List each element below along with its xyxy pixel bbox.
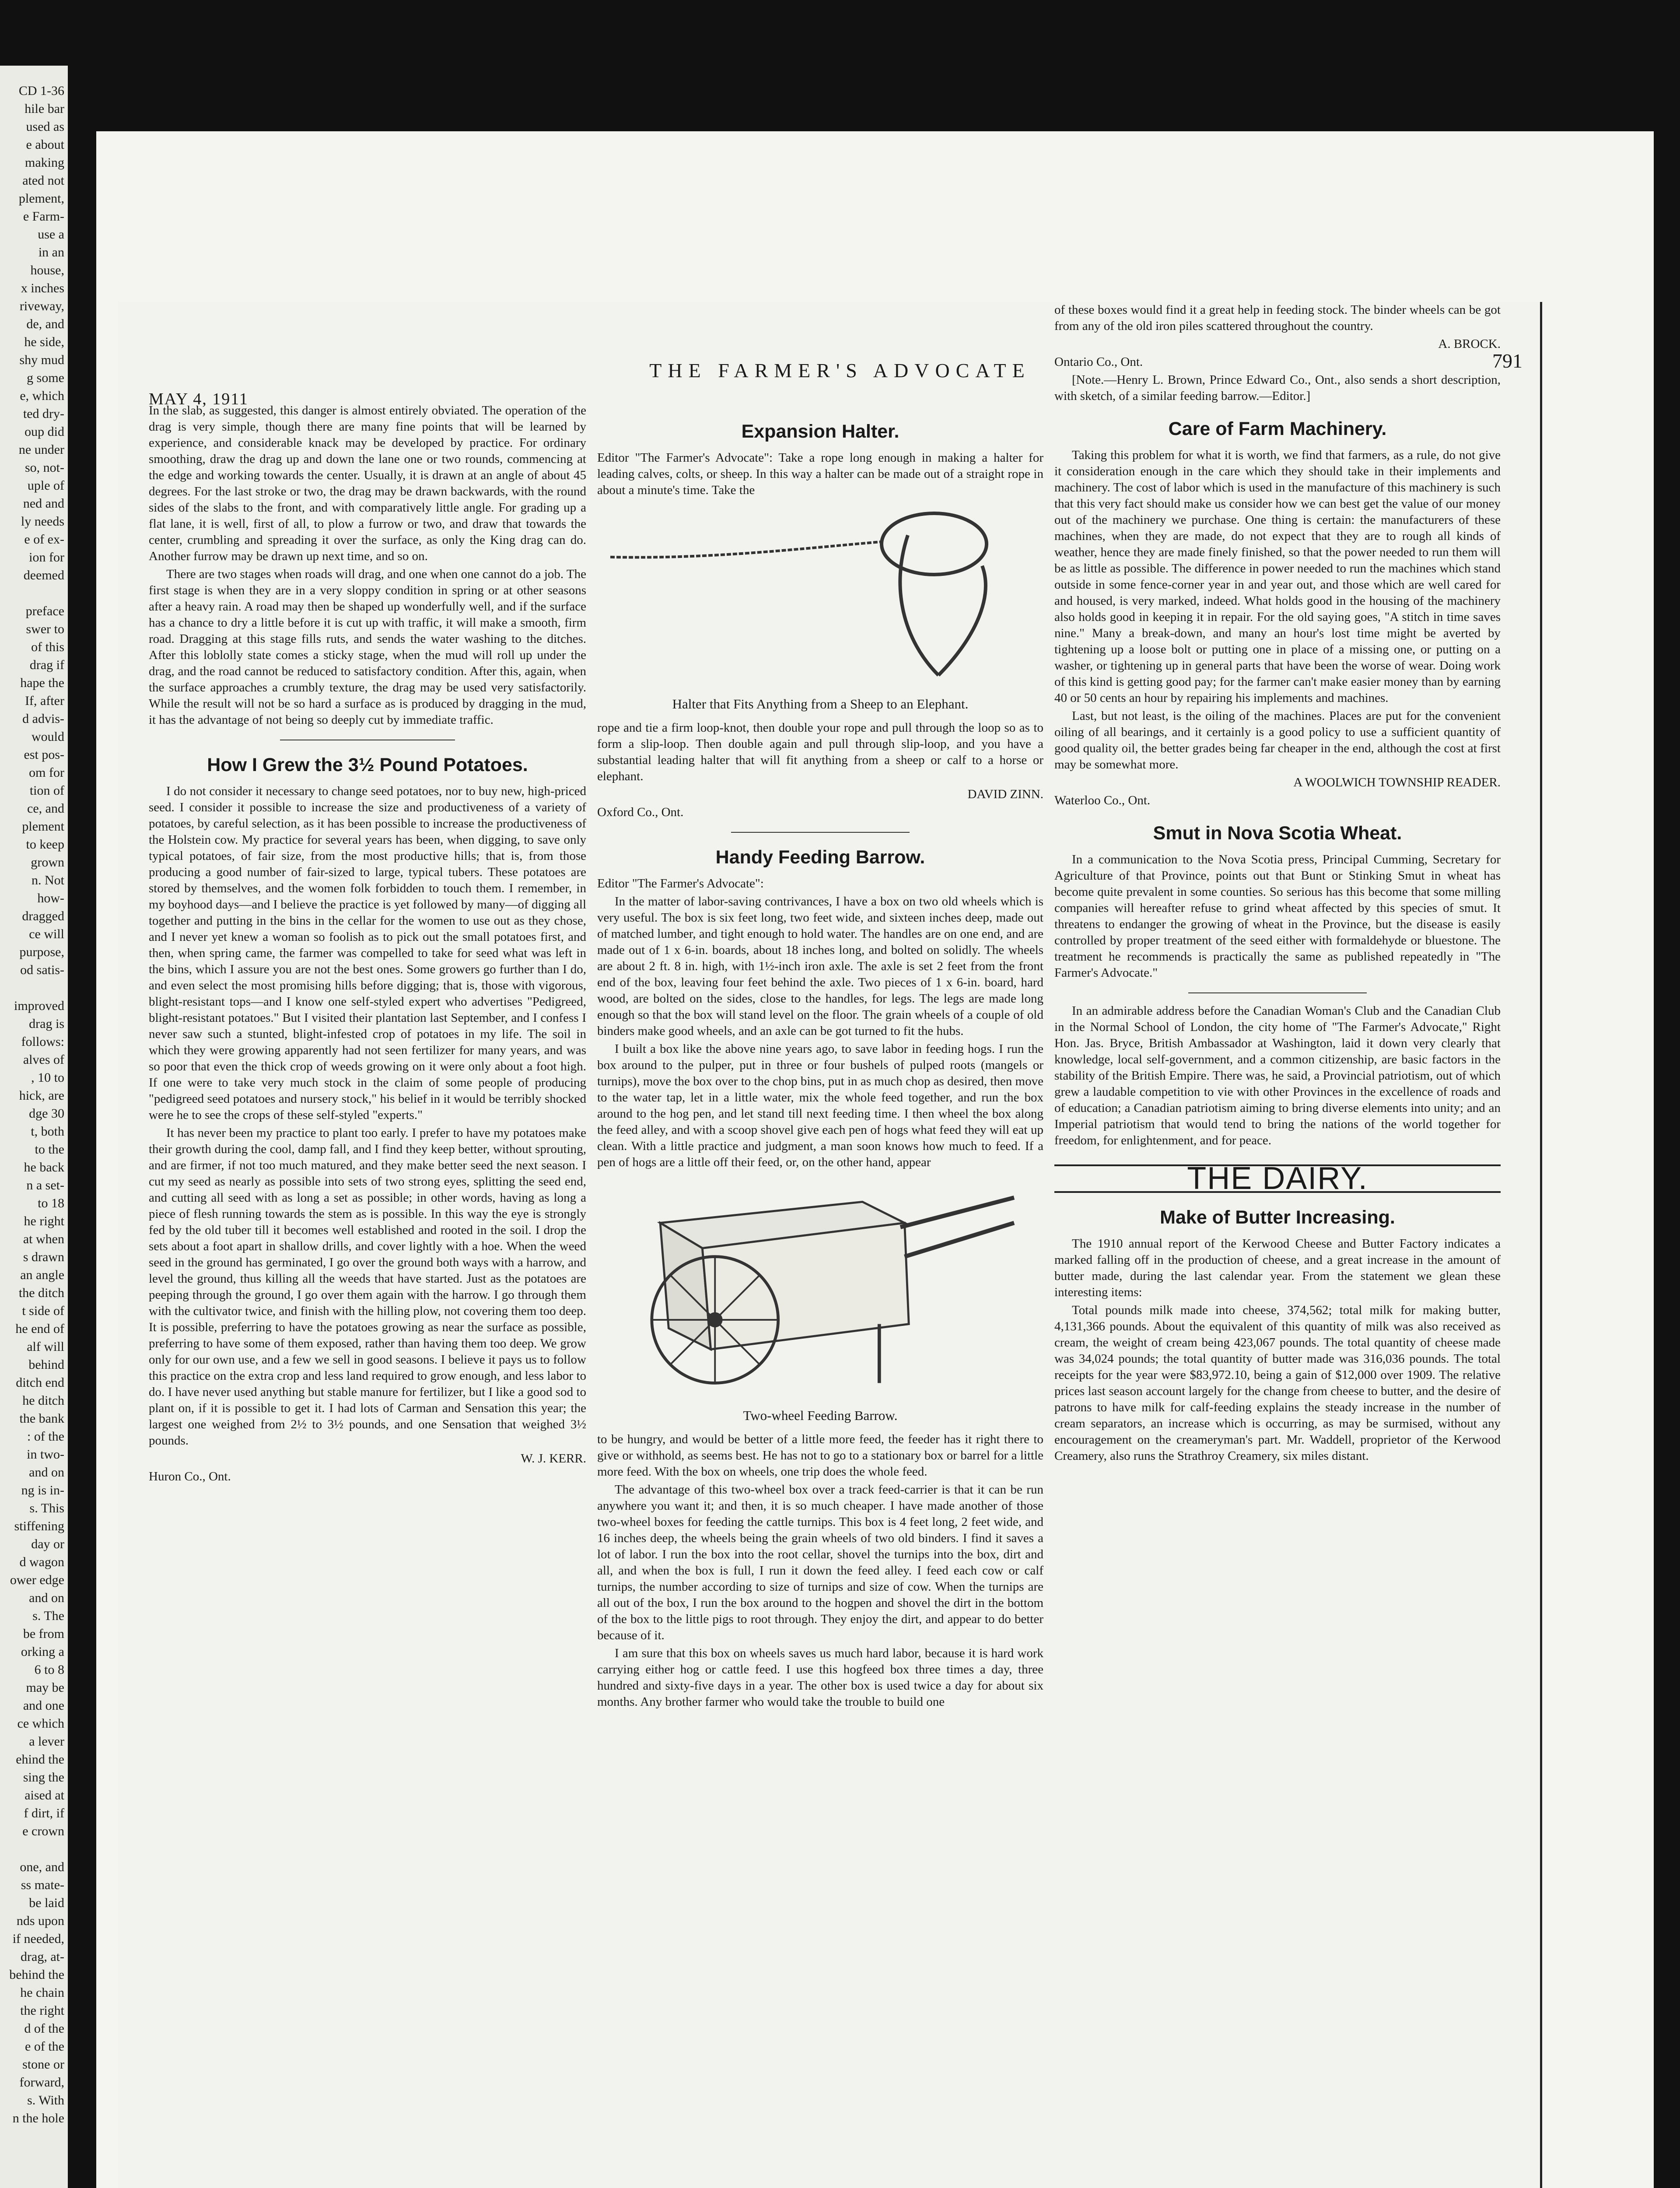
previous-page-fragment: ng is in- xyxy=(21,1483,64,1497)
previous-page-fragment: 6 to 8 xyxy=(34,1662,64,1677)
previous-page-fragment: sing the xyxy=(23,1770,64,1785)
previous-page-fragment: to keep xyxy=(26,837,64,852)
previous-page-fragment: house, xyxy=(30,263,64,277)
signature-location: Ontario Co., Ont. xyxy=(1054,355,1143,369)
previous-page-fragment: ower edge xyxy=(10,1573,64,1587)
article-heading-butter: Make of Butter Increasing. xyxy=(1160,1207,1395,1228)
article-paragraph: In the slab, as suggested, this danger is almost entirely obviated. The operation of the drag is very simple, though there are many fine points that will be learned by experience, and considerable knack may be developed by practice. For ordinary smoothing, draw the drag up and down the lane one or two rounds, commencing at the edge and working towards the center. Usually, it is drawn at an angle of about 45 degrees. For the last stroke or two, the drag may be drawn backwards, with the round sides of the slabs to the front, and with comparatively little angle. For grading up a flat lane, it is well, first of all, to plow a furrow or two, and draw that towards the center, crumbling and spreading it over the surface, as only the King drag can do. Another furrow may be drawn up next time, and so on. xyxy=(149,403,586,563)
previous-page-fragment: tion of xyxy=(29,783,64,798)
article-heading-machinery: Care of Farm Machinery. xyxy=(1168,418,1387,439)
previous-page-fragment: he right xyxy=(24,1214,64,1228)
previous-page-fragment: a lever xyxy=(29,1734,64,1749)
previous-page-fragment: ned and xyxy=(23,496,64,511)
previous-page-fragment: he back xyxy=(24,1160,64,1175)
previous-page-fragment: swer to xyxy=(26,622,64,636)
previous-page-fragment: om for xyxy=(29,765,64,780)
previous-page-fragment: plement xyxy=(22,819,64,834)
signature-location: Waterloo Co., Ont. xyxy=(1054,793,1151,807)
article-signature: DAVID ZINN. xyxy=(967,787,1043,801)
previous-page-fragment: ted dry- xyxy=(23,407,64,421)
previous-page-fragment: drag is xyxy=(29,1017,64,1031)
previous-page-fragment: hick, are xyxy=(19,1088,64,1103)
article-paragraph: The 1910 annual report of the Kerwood Cheese and Butter Factory indicates a marked falling off in the production of cheese, and a great increase in the amount of butter made, during the last calendar year. From the statement we glean these interesting items: xyxy=(1054,1237,1501,1299)
previous-page-fragment: used as xyxy=(26,119,64,134)
previous-page-fragment: riveway, xyxy=(19,299,64,313)
previous-page-fragment: e Farm- xyxy=(23,209,64,224)
previous-page-fragment: grown xyxy=(31,855,64,870)
previous-page-fragment: If, after xyxy=(25,694,64,708)
article-heading-potatoes: How I Grew the 3½ Pound Potatoes. xyxy=(207,754,528,775)
previous-page-fragment: s. This xyxy=(29,1501,64,1515)
article-paragraph: In an admirable address before the Canadian Woman's Club and the Canadian Club in the Normal School of London, the city home of "The Farmer's Advocate," Right Hon. Jas. Bryce, British Ambassador at Washington, laid it down very clearly that knowledge, local self-government, and a common citizenship, are basic factors in the stability of the British Empire. There was, he said, a Provincial patriotism, out of which grew a laudable competition to vie with other Provinces in the excellence of roads and of education; a Canadian patriotism aiming to bring diverse elements into unity; and an Imperial patriotism that would tend to bring the nations of the world together for freedom, for enlightenment, and for peace. xyxy=(1054,1004,1501,1147)
previous-page-fragment: in an xyxy=(38,245,64,259)
signature-location: Oxford Co., Ont. xyxy=(597,805,684,819)
previous-page-fragment: d advis- xyxy=(22,712,64,726)
previous-page-fragment: oup did xyxy=(24,424,64,439)
previous-page-fragment: ated not xyxy=(22,173,64,188)
previous-page-fragment: n the hole xyxy=(12,2111,64,2125)
article-paragraph: Last, but not least, is the oiling of the machines. Places are put for the convenient oiling of all bearings, and it certainly is a good policy to use a sufficient quantity of good quality oil, the better grades being far cheaper in the end, although the cost at first may be somewhat more. xyxy=(1054,709,1501,771)
article-signature: A. BROCK. xyxy=(1438,337,1501,351)
previous-page-fragment: nds upon xyxy=(16,1914,64,1928)
previous-page-fragment: if needed, xyxy=(12,1932,64,1946)
previous-page-fragment: : of the xyxy=(27,1429,64,1444)
previous-page-fragment: de, and xyxy=(26,317,64,331)
previous-page-fragment: the right xyxy=(20,2003,64,2018)
previous-page-fragment: of this xyxy=(31,640,64,654)
halter-illustration xyxy=(597,500,1043,688)
newspaper-page xyxy=(118,302,1542,2188)
previous-page-fragment: n. Not xyxy=(32,873,64,887)
article-paragraph: Total pounds milk made into cheese, 374,562; total milk for making butter, 4,131,366 pounds. About the equivalent of this quantity of milk was also received as cream, the weight of cream being 423,067 pounds. The total quantity of cheese made was 34,024 pounds; the total quantity of butter made was 316,036 pounds. The total receipts for the year were $83,972.10, being a gain of $12,000 over 1909. The relative prices last season account largely for the change from cheese to butter, and the desire of patrons to have milk for calf-feeding explains the steady increase in the number of cream separators, an increase which is occurring, as may be surmised, without any encouragement on the creameryman's part. Mr. Waddell, proprietor of the Kerwood Creamery, also runs the Strathroy Creamery, six miles distant. xyxy=(1054,1303,1501,1463)
previous-page-fragment: the bank xyxy=(19,1411,64,1426)
previous-page-fragment: t, both xyxy=(31,1124,64,1139)
previous-page-fragment: , 10 to xyxy=(31,1070,64,1085)
previous-page-fragment: behind the xyxy=(9,1967,64,1982)
column-left xyxy=(149,403,586,1487)
previous-page-fragment: the ditch xyxy=(18,1286,64,1300)
article-paragraph: I do not consider it necessary to change seed potatoes, nor to buy new, high-priced seed. I consider it possible to increase the size and productiveness of a variety of potatoes, by careful selection, as it has been possible to increase the productiveness of the Holstein cow. My practice for several years has been, when digging, to save only typical potatoes, of fair size, from the most productive hills; that is, from those producing a good number of fair-sized to large, typical tubers. These potatoes are stored by themselves, and the women folk forbidden to touch them. I remember, in my boyhood days—and I believe the practice is yet followed by many—of digging all together and putting in the bins in the cellar for the women to use out as they chose, and I never yet knew a woman so foolish as to pick out the small potatoes first, and then, when spring came, the farmer was compelled to take for seed what was left in the bins, which I assure you are not the best ones. Some growers go further than I do, and even select the most promising hills before digging; that is, those with vigorous, blight-resistant tops—and I know one self-styled expert who advertises "Pedigreed, blight-resistant potatoes." But I visited their plantation last September, and I confess I never saw such a stunted, blight-infested crop of potatoes in my life. The soil in which they were growing apparently had not seen fertilizer for many years, and was so poor that even the thick crop of weeds growing on it were only about a foot high. If one were to take very much stock in the claim of some people of producing "pedigreed seed potatoes and nursery stock," his belief in it would be terribly shocked were he to see the crops of these self-styled "experts." xyxy=(149,784,586,1122)
previous-page-fragment: day or xyxy=(31,1537,64,1551)
previous-page-fragment: to 18 xyxy=(38,1196,64,1210)
previous-page-fragment: d wagon xyxy=(19,1555,64,1569)
previous-page-fragment: e of ex- xyxy=(24,532,64,547)
article-paragraph: I built a box like the above nine years ago, to save labor in feeding hogs. I run the box around to the pulper, put in three or four bushels of pulped roots (mangels or turnips), move the box over to the chop bins, put in as much chop as desired, then move to the water tap, let in a little water, mix the whole feed together, and run the box around to the hog pen, and let stand till next feeding time. I then wheel the box along the feed alley, and with a scoop shovel give each pen of hogs what feed they will eat up clean. With a little practice and judgment, a man soon knows how much to feed. If a pen of hogs are a little off their feed, or, on the other hand, appear xyxy=(597,1042,1043,1169)
article-signature: A WOOLWICH TOWNSHIP READER. xyxy=(1293,775,1501,789)
previous-page-fragment: improved xyxy=(14,999,64,1013)
previous-page-fragment: ce will xyxy=(29,927,64,941)
previous-page-fragment: and on xyxy=(29,1465,64,1480)
previous-page-fragment: e, which xyxy=(20,389,64,403)
previous-page-fragment: e crown xyxy=(22,1824,64,1838)
previous-page-fragment: he ditch xyxy=(22,1393,64,1408)
previous-page-fragment: so, not- xyxy=(25,460,64,475)
previous-page-fragment: drag if xyxy=(29,658,64,672)
article-paragraph: There are two stages when roads will drag, and one when one cannot do a job. The first stage is when they are in a very sloppy condition in spring or at other seasons after a heavy rain. A road may then be shaped up wonderfully well, and if the surface has a chance to dry a little before it is cut up with traffic, it will make a smooth, firm road. Dragging at this stage fills ruts, and sends the water washing to the ditches. After this loblolly state comes a sticky stage, when the mud will roll up under the drag, and the road cannot be reduced to satisfactory condition. After this, again, when the surface approaches a crumbly texture, the drag may be used very satisfactorily. While the result will not be so hard a surface as is produced by dragging in the mud, it has the advantage of not being so deeply cut by immediate traffic. xyxy=(149,567,586,727)
previous-page-fragment: purpose, xyxy=(19,945,64,959)
previous-page-fragment: and one xyxy=(23,1698,64,1713)
previous-page-fragment: be laid xyxy=(29,1896,64,1910)
previous-page-fragment: e of the xyxy=(25,2039,64,2054)
previous-page-fragment: deemed xyxy=(23,568,64,582)
previous-page-fragment: dragged xyxy=(22,909,64,923)
previous-page-fragment: ditch end xyxy=(16,1375,64,1390)
feeding-barrow-illustration xyxy=(597,1172,1043,1400)
masthead-title: THE FARMER'S ADVOCATE xyxy=(649,359,1031,382)
article-heading-barrow: Handy Feeding Barrow. xyxy=(715,847,925,868)
article-heading-halter: Expansion Halter. xyxy=(741,421,900,442)
divider xyxy=(1188,992,1367,993)
previous-page-fragment: n a set- xyxy=(26,1178,64,1192)
previous-page-fragment: ion for xyxy=(29,550,64,565)
previous-page-fragment: od satis- xyxy=(20,963,64,977)
previous-page-fragment: g some xyxy=(27,371,64,385)
previous-page-fragment: s. With xyxy=(27,2093,64,2107)
article-paragraph: to be hungry, and would be better of a little more feed, the feeder has it right there to give or withhold, as seems best. He has not to go to a stationary box or barrel for a little more feed. With the box on wheels, one trip does the whole feed. xyxy=(597,1432,1043,1479)
previous-page-fragment: ly needs xyxy=(21,514,64,529)
page-number: 791 xyxy=(1492,350,1522,372)
signature-location: Huron Co., Ont. xyxy=(149,1469,231,1483)
article-signature: W. J. KERR. xyxy=(521,1452,586,1466)
previous-page-fragment: may be xyxy=(26,1680,64,1695)
previous-page-fragment: one, and xyxy=(20,1860,64,1874)
previous-page-fragment: he side, xyxy=(24,335,64,349)
previous-page-fragment: how- xyxy=(37,891,64,905)
previous-page-edge xyxy=(0,66,68,2188)
previous-page-fragment: shy mud xyxy=(19,353,64,367)
previous-page-fragment: uple of xyxy=(27,478,64,493)
previous-page-fragment: stiffening xyxy=(14,1519,64,1533)
previous-page-fragment: ehind the xyxy=(16,1752,64,1767)
previous-page-fragment: CD 1-36 xyxy=(18,84,64,98)
previous-page-fragment: aised at xyxy=(24,1788,64,1802)
previous-page-fragment: ce, and xyxy=(27,801,64,816)
previous-page-fragment: f dirt, if xyxy=(24,1806,64,1820)
previous-page-fragment: be from xyxy=(23,1627,64,1641)
article-heading-smut: Smut in Nova Scotia Wheat. xyxy=(1153,823,1402,844)
previous-page-fragment: in two- xyxy=(27,1447,64,1462)
previous-page-fragment: use a xyxy=(38,227,64,242)
previous-page-fragment: making xyxy=(25,155,64,170)
previous-page-fragment: e about xyxy=(26,137,64,152)
column-right xyxy=(1054,302,1501,1466)
previous-page-fragment: and on xyxy=(29,1591,64,1605)
previous-page-fragment: to the xyxy=(35,1142,64,1157)
previous-page-fragment: x inches xyxy=(21,281,64,295)
previous-page-fragment: alf will xyxy=(27,1339,64,1354)
article-paragraph: In the matter of labor-saving contrivances, I have a box on two old wheels which is very useful. The box is six feet long, two feet wide, and sixteen inches deep, made out of matched lumber, and tight enough to hold water. The handles are on one end, and are made out of 1 x 6-in. boards, about 18 inches long, and bolted on solidly. The wheels are about 2 ft. 8 in. high, with 1½-inch iron axle. The axle is set 2 feet from the front end of the box, leaving four feet behind the axle. Two pieces of 1 x 6-in. board, hard wood, are bolted on the sides, close to the handles, for legs. The legs are made long enough so that the box will stand level on the floor. The grain wheels of a couple of old binders make good wheels, and an axle can be got turned to fit the hubs. xyxy=(597,894,1043,1038)
previous-page-fragment: ne under xyxy=(18,442,64,457)
previous-page-fragment: behind xyxy=(28,1357,64,1372)
issue-date: MAY 4, 1911 xyxy=(149,390,248,408)
previous-page-fragment: hile bar xyxy=(24,102,64,116)
editor-salutation: Editor "The Farmer's Advocate": xyxy=(597,877,764,891)
article-paragraph: of these boxes would find it a great help in feeding stock. The binder wheels can be got from any of the old iron piles scattered throughout the country. xyxy=(1054,303,1501,333)
previous-page-fragment: stone or xyxy=(22,2057,64,2072)
editor-note: [Note.—Henry L. Brown, Prince Edward Co., Ont., also sends a short description, with sketch, of a similar feeding barrow.—Editor.] xyxy=(1054,373,1501,403)
previous-page-fragment: an angle xyxy=(20,1268,64,1282)
previous-page-fragment: alves of xyxy=(23,1052,64,1067)
previous-page-fragment: ce which xyxy=(17,1716,64,1731)
previous-page-fragment: preface xyxy=(25,604,64,618)
previous-page-fragment: s. The xyxy=(32,1609,64,1623)
previous-page-fragment: ss mate- xyxy=(21,1878,64,1892)
article-paragraph: In a communication to the Nova Scotia press, Principal Cumming, Secretary for Agriculture of that Province, points out that Bunt or Stinking Smut in wheat has become quite prevalent in some counties. So serious has this become that some milling companies will hereafter refuse to grind wheat affected by this species of smut. It threatens to endanger the growing of wheat in the Province, but the disease is easily controlled by proper treatment of the seed either with formaldehyde or bluestone. The treatment he recommends is practically the same as published repeatedly in "The Farmer's Advocate." xyxy=(1054,852,1501,980)
previous-page-fragment: would xyxy=(32,729,64,744)
figure-caption: Halter that Fits Anything from a Sheep to an Elephant. xyxy=(672,696,969,712)
previous-page-fragment: drag, at- xyxy=(21,1950,64,1964)
previous-page-fragment: d of the xyxy=(24,2021,64,2036)
article-paragraph: The advantage of this two-wheel box over a track feed-carrier is that it can be run anywhere you want it; and then, it is so much cheaper. I have made another of those two-wheel boxes for feeding the cattle turnips. This box is 4 feet long, 2 feet wide, and 16 inches deep, the wheels being the grain wheels of two old binders. I find it saves a lot of labor. I run the box into the root cellar, shovel the turnips into the box, dirt and all, and when the box is full, I run it down the feed alley. I feed each cow or calf turnips, the number according to size of turnips and size of cow. When the turnips are all out of the box, I run the box around to the hogpen and shovel the dirt in the bottom of the box to the little pigs to root through. They enjoy the dirt, and appear to do better because of it. xyxy=(597,1483,1043,1642)
previous-page-fragment: s drawn xyxy=(23,1250,64,1264)
article-paragraph: Editor "The Farmer's Advocate": Take a rope long enough in making a halter for leading calves, colts, or sheep. In this way a halter can be made out of a straight rope in about a minute's time. Take the xyxy=(597,451,1043,497)
previous-page-fragment: hape the xyxy=(20,676,64,690)
article-paragraph: It has never been my practice to plant too early. I prefer to have my potatoes make their growth during the cool, damp fall, and I find they keep better, without sprouting, and are firmer, if not too much matured, and they make better seed the next season. I cut my seed as nearly as possible into sets of two strong eyes, splitting the seed end, and cutting all seed with as long a set as possible; in other words, having as long a piece of flesh running towards the stem as is possible. In this way the eye is strongly fed by the old tuber till it becomes well established and rooted in the soil. I drop the sets about a foot apart in shallow drills, and cover lightly with a hoe. When the weed seed in the ground has germinated, I go over the ground both ways with a harrow, and level the ground, thus killing all the weeds that have started. Just as the potatoes are peeping through the ground, I go over them again with the harrow. I go through them with the cultivator twice, and finish with the hilling plow, not covering them too deep. It is possible, preferring to have the potatoes growing as near the surface as possible, preferring to have some of them exposed, rather than having them too deep. We grow only for our own use, and a few we sell in good seasons. I believe it pays us to follow this practice on the extra crop and less land required to grow enough, and less labor to do. I have never used anything but stable manure for fertilizer, but I like a good sod to plant on, if it is possible to get it. I had lots of Carman and Sensation this year; the largest one weighed from 2½ to 3½ pounds, and one Sensation that weighed 3½ pounds. xyxy=(149,1126,586,1448)
article-paragraph: rope and tie a firm loop-knot, then double your rope and pull through the loop so as to form a slip-loop. Then double again and pull through slip-loop, and you have a substantial leading halter that will fit anything from a sheep or calf to a horse or elephant. xyxy=(597,721,1043,783)
previous-page-fragment: at when xyxy=(23,1232,64,1246)
previous-page-fragment: he chain xyxy=(20,1985,64,2000)
divider xyxy=(731,832,910,833)
previous-page-fragment: follows: xyxy=(21,1034,64,1049)
previous-page-fragment: est pos- xyxy=(24,747,64,762)
column-middle xyxy=(597,420,1043,1712)
previous-page-fragment: he end of xyxy=(15,1322,64,1336)
department-heading-dairy: THE DAIRY. xyxy=(1054,1164,1501,1193)
article-paragraph: Taking this problem for what it is worth, we find that farmers, as a rule, do not give it consideration enough in the care which they should take in their implements and machinery. The cost of labor which is used in the manufacture of this machinery is such that this very fact should make us consider how we can best get the value of our money out of the machinery we purchase. One thing is certain: the manufacturers of these machines, when they are made, do not expect that they are to rough all kinds of weather, hence they are made finely finished, so that the power needed to run them will be as little as possible. The difference in power needed to run the machines which stand outside in some fence-corner year in and year out, and those which are well cared for and housed, is very marked, indeed. What holds good in the housing of the machinery also holds good in keeping it in repair. For the old saying goes, "A stitch in time saves nine." Many a break-down, and many an hour's lost time might be averted by tightening up a loose bolt or putting one in place of a missing one, or putting on a washer, or tightening up in general parts that have been the worse of wear. Doing work of this kind is getting good pay; for the farmer can't make easier money than by earning 40 or 50 cents an hour by repairing his implements and machines. xyxy=(1054,448,1501,705)
previous-page-fragment: plement, xyxy=(18,191,64,206)
figure-caption: Two-wheel Feeding Barrow. xyxy=(743,1408,898,1423)
previous-page-fragment: dge 30 xyxy=(29,1106,64,1121)
previous-page-fragment: orking a xyxy=(21,1645,64,1659)
previous-page-fragment: t side of xyxy=(22,1304,64,1318)
article-paragraph: I am sure that this box on wheels saves us much hard labor, because it is hard work carrying either hog or cattle feed. I use this hogfeed box three times a day, three hundred and sixty-five days in a year. The other box is used twice a day for about six months. Any brother farmer who would take the trouble to build one xyxy=(597,1646,1043,1709)
previous-page-fragment: forward, xyxy=(19,2075,64,2090)
